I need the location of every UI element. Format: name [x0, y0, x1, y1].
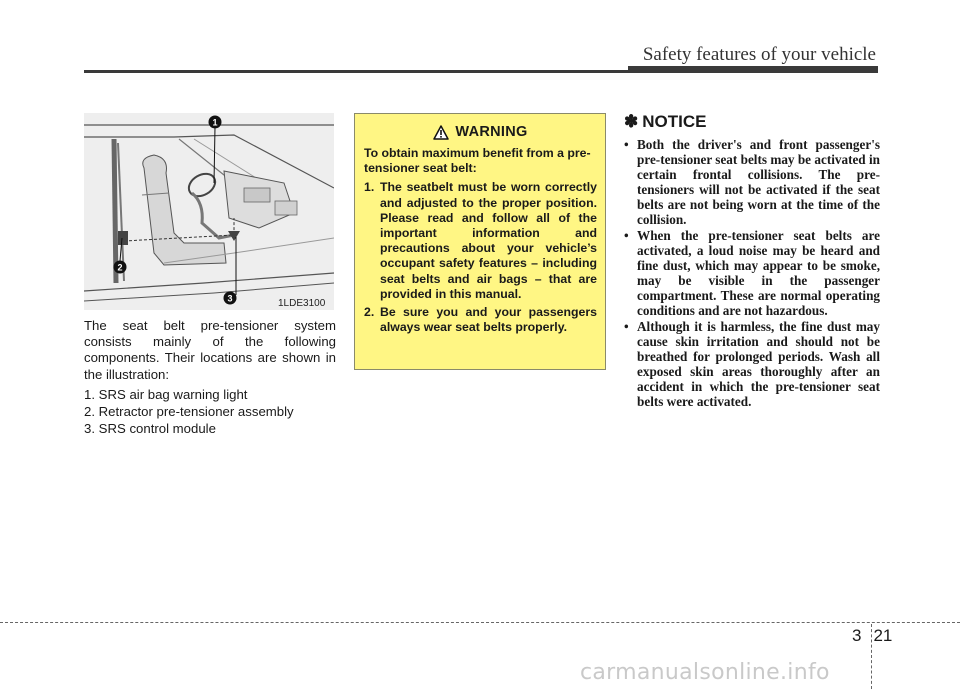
- warning-intro: To obtain maximum benefit from a pre-tensioner seat belt:: [364, 146, 591, 176]
- header-rule-accent: [628, 66, 878, 73]
- notice-item-text: Although it is harmless, the fine dust may cause skin irritation and should not be breathed for prolonged periods. Wash all exposed skin areas thoroughly after an accident in which the pre-tensioner seat belts were activated.: [637, 319, 880, 409]
- warning-header: [364, 124, 597, 140]
- list-item: 1. SRS air bag warning light: [84, 386, 248, 402]
- bullet-icon: •: [624, 319, 629, 334]
- warning-item-text: The seatbelt must be worn correctly and adjusted to the proper position. Please read and follow all of the important information and precautions about your vehicle’s occupant safety features – including seat belts and air bags – that are provided in this manual.: [380, 180, 597, 301]
- warning-icon: [433, 125, 449, 140]
- notice-title: NOTICE: [642, 112, 707, 131]
- warning-item: [364, 180, 597, 302]
- notice-item: [624, 137, 880, 227]
- list-item: 3. SRS control module: [84, 421, 216, 437]
- chapter-number: 3: [852, 626, 862, 645]
- bullet-icon: •: [624, 137, 629, 152]
- callout-1: 1: [212, 117, 218, 128]
- list-item: 2. Retractor pre-tensioner assembly: [84, 404, 294, 420]
- callout-2: 2: [117, 262, 123, 273]
- warning-title: WARNING: [455, 124, 528, 140]
- notice-item: [624, 319, 880, 409]
- asterisk-icon: ✽: [624, 112, 639, 131]
- watermark: carmanualsonline.info: [580, 660, 830, 685]
- warning-item-number: 1.: [364, 180, 375, 195]
- notice-section: [624, 112, 880, 410]
- warning-item: [364, 305, 597, 335]
- seatbelt-pretensioner-illustration: [84, 113, 334, 310]
- notice-item-text: Both the driver's and front passenger's pre-tensioner seat belts may be activated in certain frontal collisions. The pre-tensioners will not be activated if the seat belts are not being worn at the time of the collision.: [637, 137, 880, 227]
- notice-header: [624, 112, 880, 132]
- warning-item-number: 2.: [364, 305, 375, 320]
- page-number: [852, 626, 892, 646]
- intro-paragraph: The seat belt pre-tensioner system consists mainly of the following components. Their locations are shown in the illustration:: [84, 318, 336, 382]
- notice-item: [624, 228, 880, 318]
- bullet-icon: •: [624, 228, 629, 243]
- body-text: [84, 318, 336, 438]
- notice-item-text: When the pre-tensioner seat belts are activated, a loud noise may be heard and fine dust, which may appear to be smoke, may be visible in the passenger compartment. These are normal operating conditions and are not hazardous.: [637, 228, 880, 318]
- callout-3: 3: [227, 293, 233, 304]
- page-number-value: 21: [873, 626, 893, 645]
- warning-box: [354, 113, 606, 370]
- footer-rule: [0, 622, 960, 623]
- figure-code: 1LDE3100: [278, 298, 326, 309]
- warning-item-text: Be sure you and your passengers always wear seat belts properly.: [380, 305, 597, 335]
- section-title: Safety features of your vehicle: [642, 44, 876, 65]
